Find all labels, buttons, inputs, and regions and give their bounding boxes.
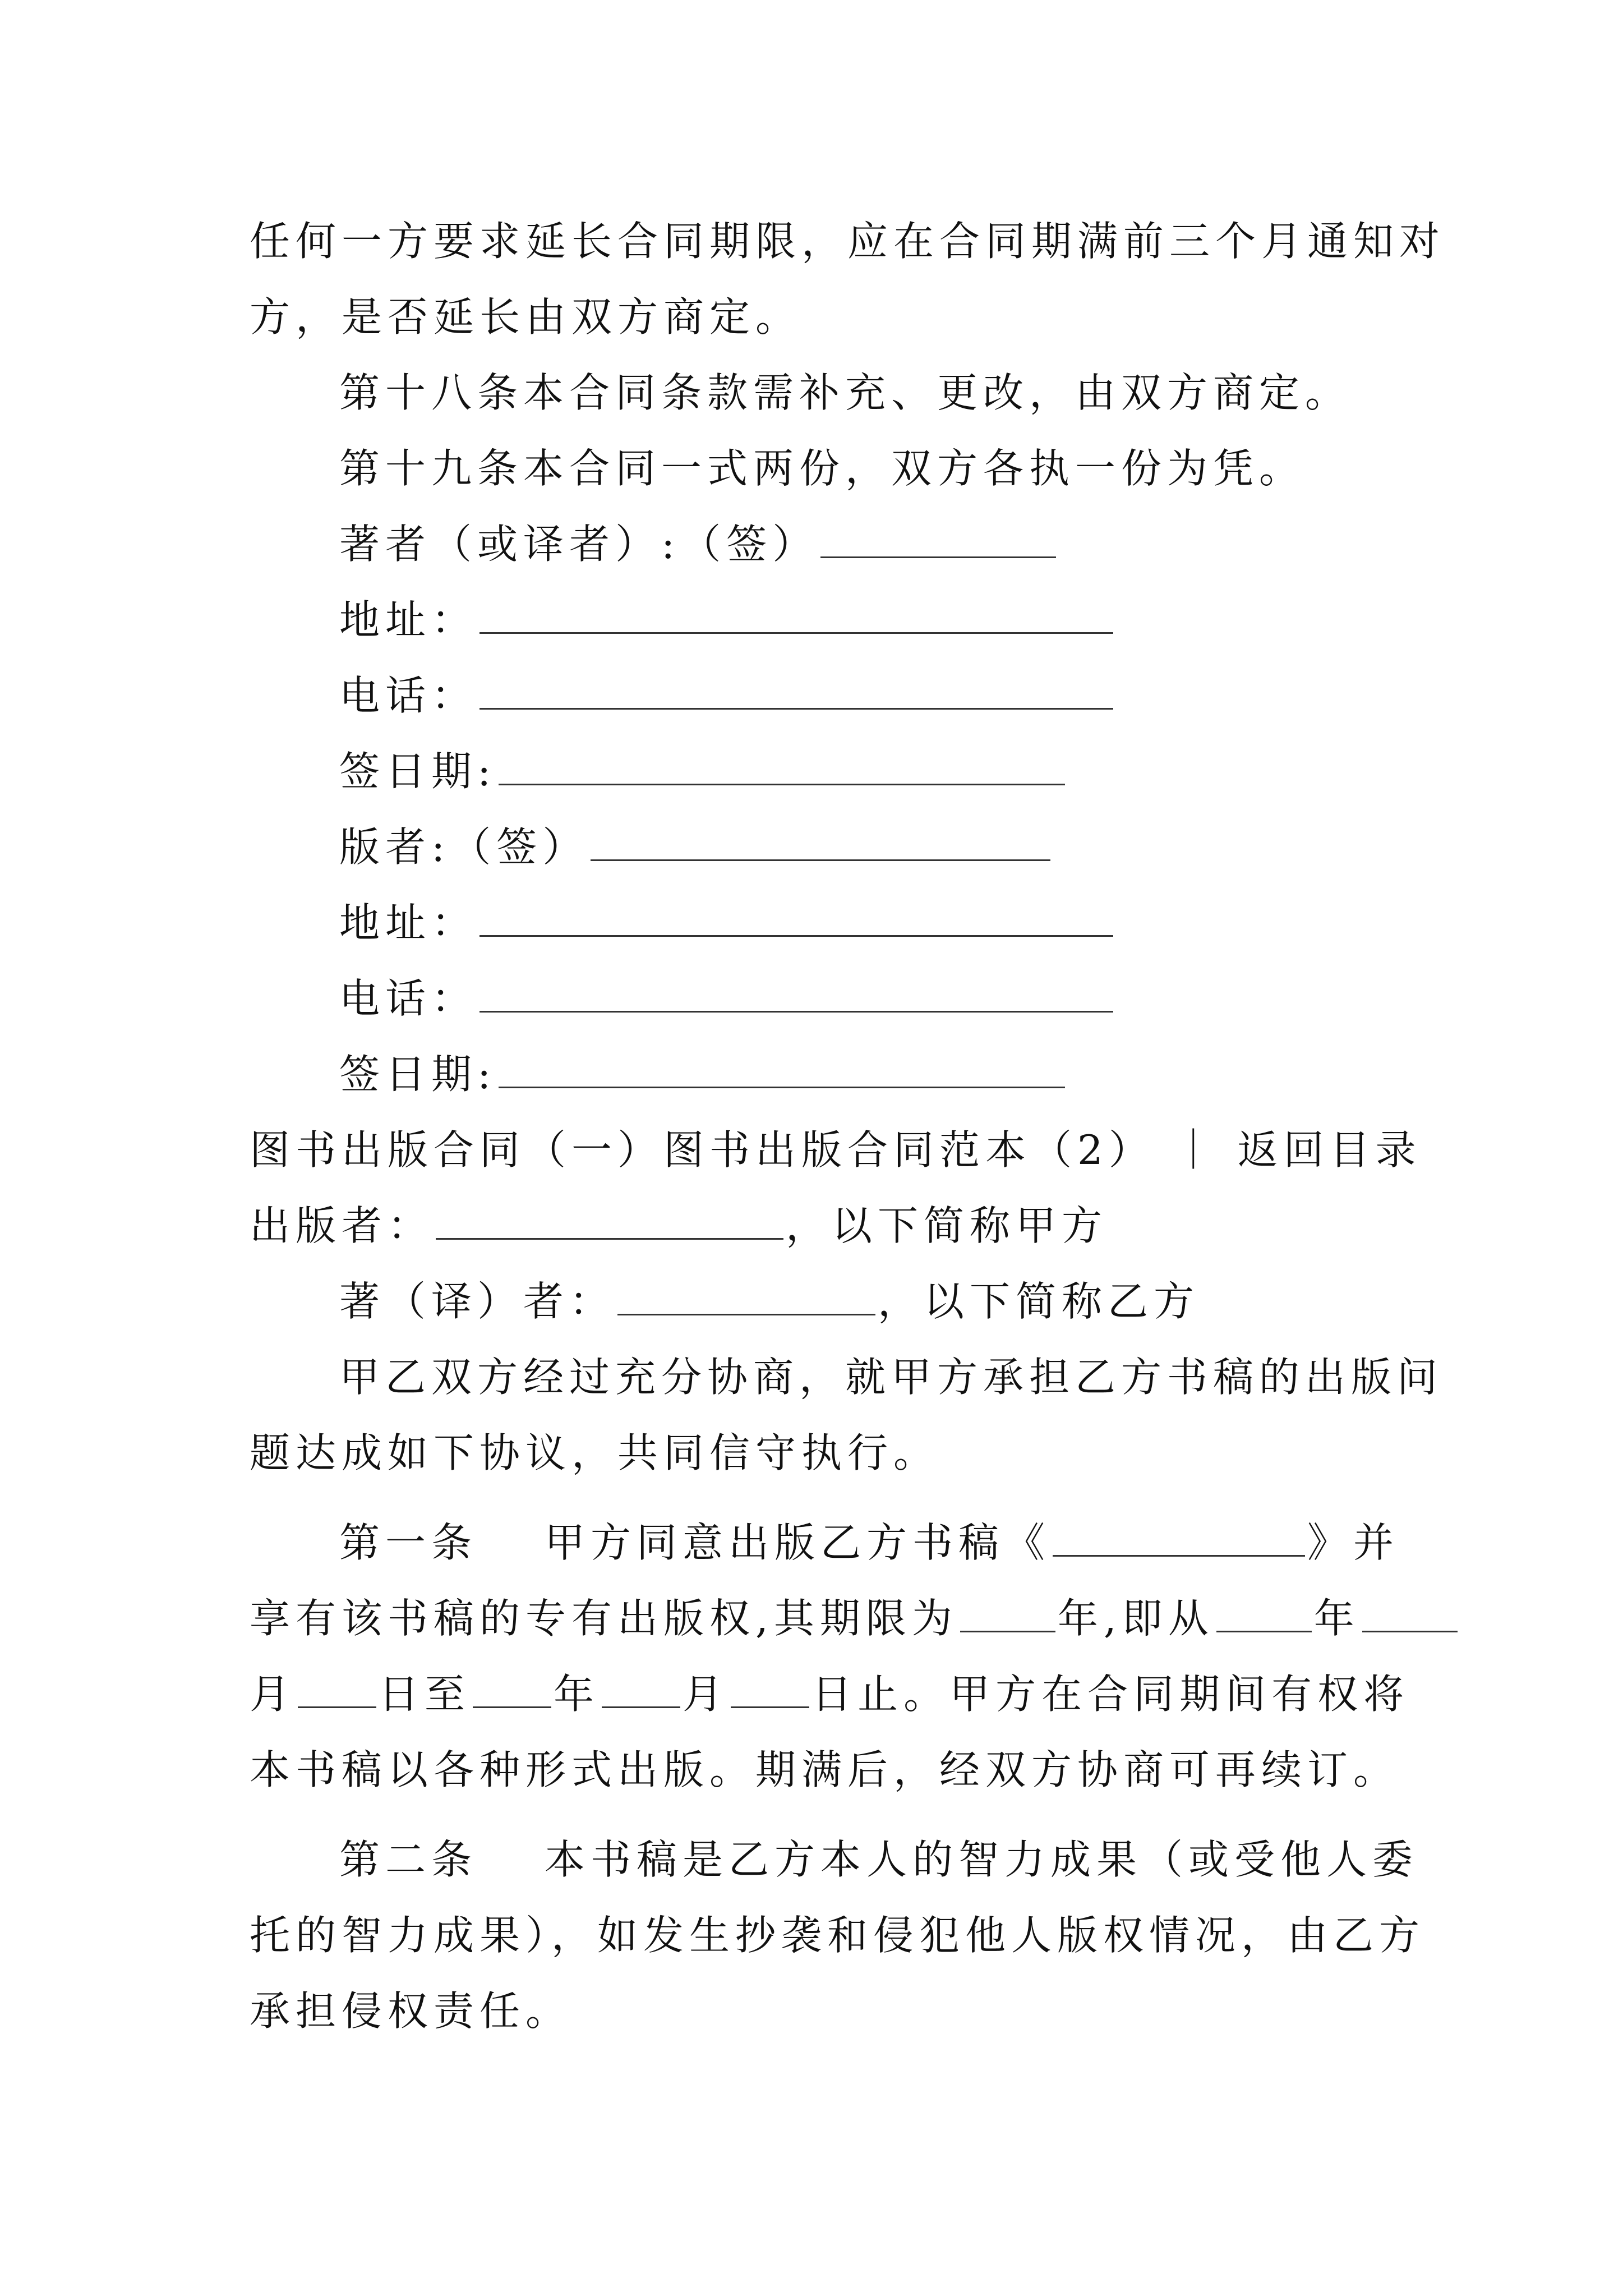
author-phone-line xyxy=(339,665,1115,726)
publisher-phone-blank[interactable] xyxy=(479,977,1113,1013)
start-month-blank[interactable] xyxy=(1362,1597,1458,1632)
publisher-signature-label: 版者:（签） xyxy=(339,823,589,871)
article-1-text: 月 xyxy=(250,1671,296,1718)
author-phone-blank[interactable] xyxy=(479,674,1113,710)
start-day-blank[interactable] xyxy=(298,1673,376,1708)
publisher-signature-blank[interactable] xyxy=(591,826,1050,861)
publisher-address-label: 地址： xyxy=(339,899,478,946)
author-phone-label: 电话： xyxy=(339,672,478,719)
publisher-party-line xyxy=(250,1195,1108,1257)
article-1-line xyxy=(250,1663,1409,1725)
publisher-party-label: 出版者： xyxy=(250,1202,434,1249)
publisher-date-label: 签日期: xyxy=(339,1051,497,1098)
article-1-end: 》并 xyxy=(1307,1519,1400,1566)
author-date-blank[interactable] xyxy=(499,750,1065,785)
author-address-line xyxy=(339,589,1115,651)
start-year-blank[interactable] xyxy=(1216,1597,1312,1632)
article-1-text: 日至 xyxy=(379,1671,471,1718)
section-heading[interactable]: 图书出版合同（一）图书出版合同范本（2） ｜ 返回目录 xyxy=(250,1126,1422,1174)
term-years-blank[interactable] xyxy=(960,1597,1055,1632)
article-1-text: 甲方同意出版乙方书稿《 xyxy=(545,1519,1051,1566)
author-signature-blank[interactable] xyxy=(820,523,1056,558)
publisher-signature-line xyxy=(339,816,1053,878)
author-party-label: 著（译）者： xyxy=(339,1278,616,1325)
publisher-party-suffix: ，以下简称甲方 xyxy=(786,1202,1108,1249)
article-2-line: 托的智力成果），如发生抄袭和侵犯他人版权情况，由乙方 xyxy=(250,1912,1426,1959)
publisher-date-blank[interactable] xyxy=(499,1053,1065,1088)
article-2-label: 第二条 xyxy=(339,1836,478,1883)
publisher-phone-line xyxy=(339,968,1115,1029)
publisher-date-line xyxy=(339,1043,1067,1105)
article-1-line: 本书稿以各种形式出版。期满后，经双方协商可再续订。 xyxy=(250,1746,1400,1793)
article-1-line xyxy=(339,1512,1399,1573)
article-1-text: 日止。甲方在合同期间有权将 xyxy=(811,1671,1410,1718)
article-1-line xyxy=(250,1588,1460,1649)
end-year-blank[interactable] xyxy=(473,1673,551,1708)
article-2-line xyxy=(339,1829,1418,1890)
end-day-blank[interactable] xyxy=(731,1673,809,1708)
author-signature-line xyxy=(339,513,1058,575)
author-date-line xyxy=(339,740,1067,802)
book-title-blank[interactable] xyxy=(1053,1521,1305,1557)
preamble-line: 题达成如下协议，共同信守执行。 xyxy=(250,1429,940,1476)
article-2-text: 本书稿是乙方本人的智力成果（或受他人委 xyxy=(545,1836,1419,1883)
author-date-label: 签日期: xyxy=(339,748,497,795)
article-1-label: 第一条 xyxy=(339,1519,478,1566)
author-party-suffix: ，以下简称乙方 xyxy=(878,1278,1200,1325)
article-19: 第十九条本合同一式两份，双方各执一份为凭。 xyxy=(339,445,1306,492)
publisher-phone-label: 电话： xyxy=(339,975,478,1022)
article-1-text: 年 xyxy=(554,1671,600,1718)
author-name-blank[interactable] xyxy=(617,1280,875,1315)
article-18: 第十八条本合同条款需补充、更改，由双方商定。 xyxy=(339,369,1352,416)
article-1-text: 月 xyxy=(683,1671,729,1718)
author-address-blank[interactable] xyxy=(479,599,1113,634)
author-signature-label: 著者（或译者）:（签） xyxy=(339,521,819,568)
end-month-blank[interactable] xyxy=(602,1673,680,1708)
publisher-address-blank[interactable] xyxy=(479,901,1113,937)
publisher-address-line xyxy=(339,892,1115,954)
paragraph-line: 方，是否延长由双方商定。 xyxy=(250,293,802,341)
article-1-text: 年 xyxy=(1313,1595,1360,1642)
article-1-text: 享有该书稿的专有出版权,其期限为 xyxy=(250,1595,958,1642)
article-1-text: 年,即从 xyxy=(1057,1595,1214,1642)
preamble-line: 甲乙双方经过充分协商，就甲方承担乙方书稿的出版问 xyxy=(339,1354,1444,1401)
article-2-line: 承担侵权责任。 xyxy=(250,1987,572,2035)
author-address-label: 地址： xyxy=(339,596,478,643)
author-party-line xyxy=(339,1271,1200,1332)
paragraph-line: 任何一方要求延长合同期限，应在合同期满前三个月通知对 xyxy=(250,218,1446,265)
publisher-name-blank[interactable] xyxy=(436,1204,783,1240)
